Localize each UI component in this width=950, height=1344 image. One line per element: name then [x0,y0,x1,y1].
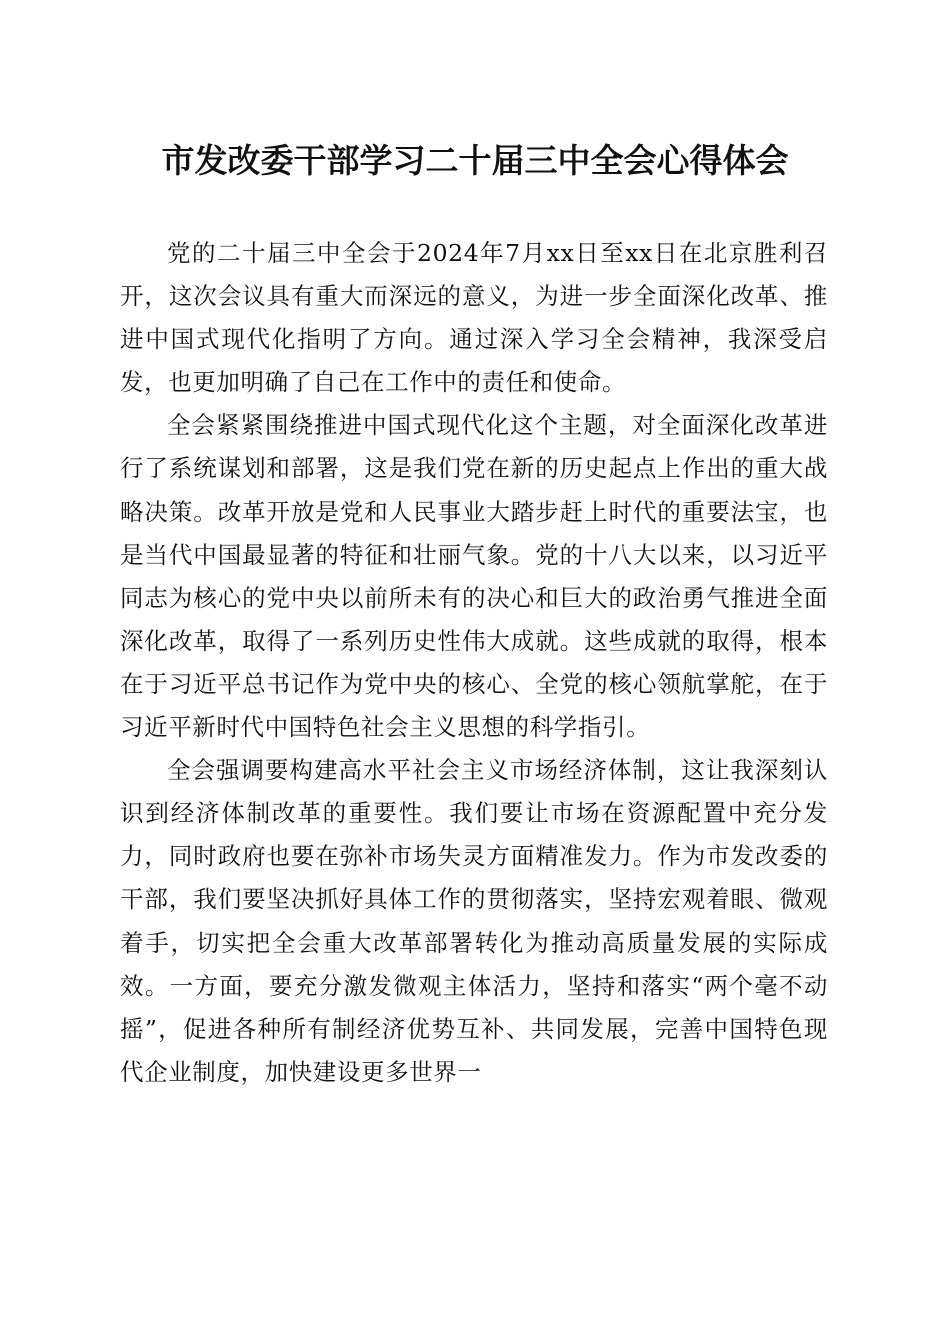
paragraph-3: 全会强调要构建高水平社会主义市场经济体制，这让我深刻认识到经济体制改革的重要性。我们要让市场在资源配置中充分发力，同时政府也要在弥补市场失灵方面精准发力。作为市发改委的干部，我们要坚决抓好具体工作的贯彻落实，坚持宏观着眼、微观着手，切实把全会重大改革部署转化为推动高质量发展的实际成效。一方面，要充分激发微观主体活力，坚持和落实“两个毫不动摇”，促进各种所有制经济优势互补、共同发展，完善中国特色现代企业制度，加快建设更多世界一 [120,756,828,1086]
paragraph-2: 全会紧紧围绕推进中国式现代化这个主题，对全面深化改革进行了系统谋划和部署，这是我们党在新的历史起点上作出的重大战略决策。改革开放是党和人民事业大踏步赶上时代的重要法宝，也是当代中国最显著的特征和壮丽气象。党的十八大以来，以习近平同志为核心的党中央以前所未有的决心和巨大的政治勇气推进全面深化改革，取得了一系列历史性伟大成就。这些成就的取得，根本在于习近平总书记作为党中央的核心、全党的核心领航掌舵，在于习近平新时代中国特色社会主义思想的科学指引。 [120,411,828,742]
paragraph-1: 党的二十届三中全会于2024年7月xx日至xx日在北京胜利召开，这次会议具有重大而深远的意义，为进一步全面深化改革、推进中国式现代化指明了方向。通过深入学习全会精神，我深受启发，也更加明确了自己在工作中的责任和使命。 [120,239,828,397]
document-body [120,232,828,1094]
document-title: 市发改委干部学习二十届三中全会心得体会 [161,141,789,180]
